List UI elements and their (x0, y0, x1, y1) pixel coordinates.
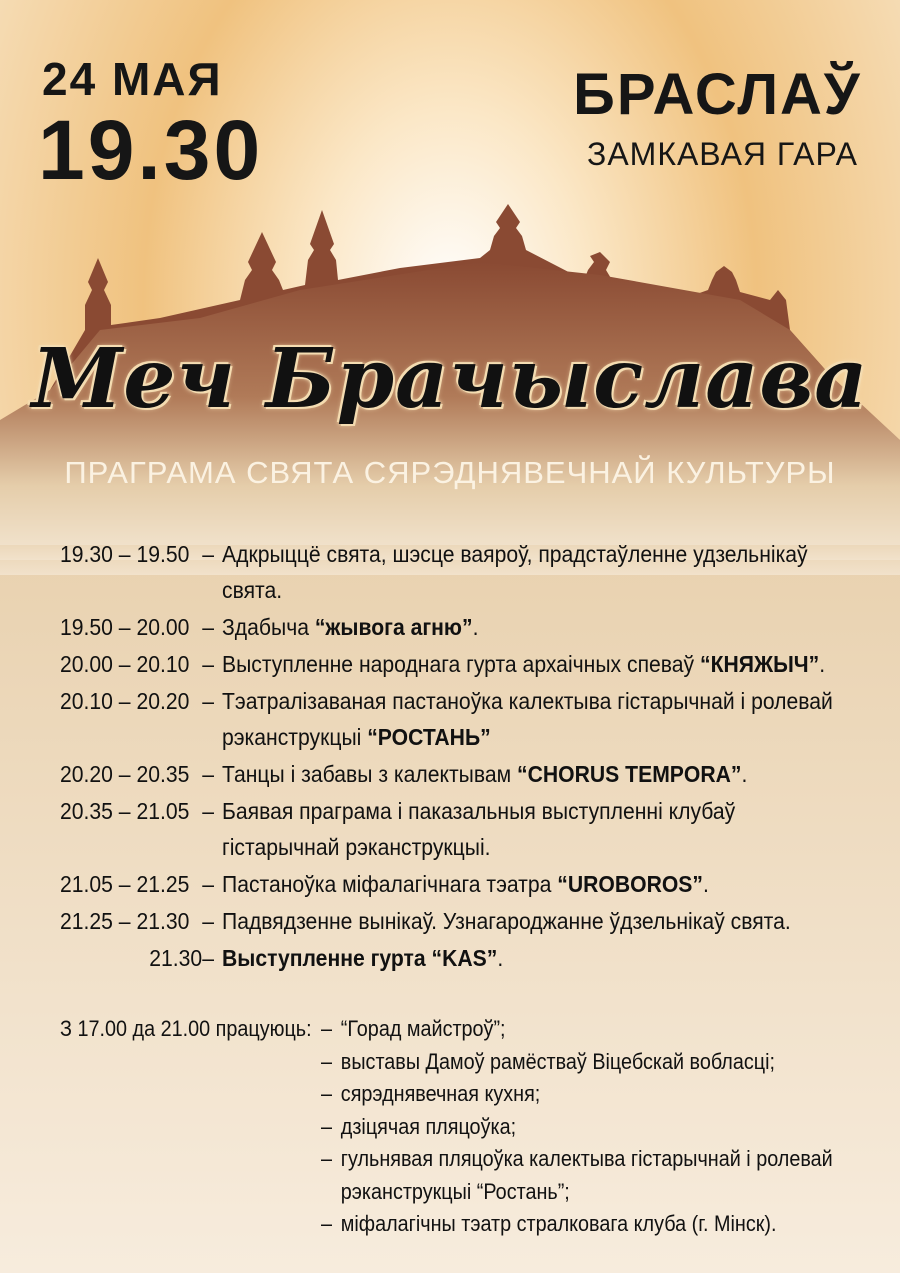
schedule-list (60, 536, 880, 977)
activity-dash: – (321, 1081, 333, 1106)
schedule-text: Адкрыццё свята, шэсце ваяроў, прадстаўленне удзельнікаў свята. (222, 541, 808, 603)
schedule-suffix: . (472, 614, 479, 640)
schedule-highlight: “КНЯЖЫЧ” (699, 651, 820, 677)
schedule-time: 19.30 – 19.50 (60, 541, 190, 567)
schedule-dash: – (202, 614, 214, 640)
schedule-row (60, 940, 870, 976)
schedule-time: 21.25 – 21.30 (60, 908, 190, 934)
schedule-highlight: Выступленне гурта “KAS” (222, 945, 498, 971)
schedule-dash: – (202, 798, 214, 824)
schedule-description (222, 756, 852, 792)
side-activities-list (60, 1013, 880, 1241)
schedule-description (222, 646, 852, 682)
activity-dash: – (321, 1146, 333, 1171)
schedule-description (222, 683, 852, 755)
schedule-row (60, 756, 870, 792)
schedule-row (60, 683, 870, 755)
schedule-text: Баявая праграма і паказальныя выступленні клубаў гістарычнай рэканструкцыі. (222, 798, 736, 860)
schedule-text: Тэатралізаваная пастаноўка калектыва гістарычнай і ролевай рэканструкцыі (222, 688, 833, 750)
schedule-description (222, 940, 852, 976)
schedule-dash: – (202, 908, 214, 934)
schedule-row (60, 793, 870, 865)
schedule-dash: – (202, 541, 214, 567)
schedule-row (60, 609, 870, 645)
schedule-description (222, 866, 852, 902)
schedule-time: 20.20 – 20.35 (60, 761, 190, 787)
activity-dash: – (321, 1016, 333, 1041)
activity-text: сярэднявечная кухня; (340, 1081, 541, 1106)
schedule-dash: – (202, 651, 214, 677)
schedule-dash: – (202, 688, 214, 714)
schedule-time: 20.00 – 20.10 (60, 651, 190, 677)
festival-title: Меч Брачыслава (31, 331, 869, 427)
event-time: 19.30 (38, 103, 264, 197)
activities-indent (60, 1208, 321, 1241)
activity-dash: – (321, 1048, 333, 1074)
schedule-highlight: “UROBOROS” (557, 871, 703, 897)
activity-item (60, 1208, 870, 1241)
schedule-time: 21.30 (149, 945, 203, 971)
schedule-time: 20.35 – 21.05 (60, 798, 190, 824)
activity-text: гульнявая пляцоўка калектыва гістарычнай і ролевай рэканструкцыі “Ростань”; (340, 1146, 833, 1204)
activities-indent (60, 1046, 321, 1079)
event-town: БРАСЛАЎ (573, 62, 862, 127)
activity-text: выставы Дамоў рамёстваў Віцебскай вобласці; (340, 1048, 776, 1074)
festival-subtitle: ПРАГРАМА СВЯТА СЯРЭДНЯВЕЧНАЙ КУЛЬТУРЫ (64, 455, 836, 490)
schedule-suffix: . (702, 871, 709, 897)
schedule-suffix: . (497, 945, 504, 971)
activities-lead: З 17.00 да 21.00 працуюць: (60, 1016, 312, 1041)
schedule-description (222, 536, 852, 608)
schedule-description (222, 793, 852, 865)
activity-item (60, 1111, 870, 1144)
schedule-description (222, 903, 852, 939)
schedule-highlight: “CHORUS TEMPORA” (517, 761, 742, 787)
event-place: ЗАМКАВАЯ ГАРА (586, 136, 858, 172)
activity-text: дзіцячая пляцоўка; (340, 1113, 517, 1139)
schedule-text: Танцы і забавы з калектывам (222, 761, 518, 787)
schedule-row (60, 536, 870, 608)
activity-item (60, 1143, 870, 1208)
schedule-time: 20.10 – 20.20 (60, 688, 190, 714)
schedule-row (60, 646, 870, 682)
activities-indent (60, 1078, 321, 1111)
schedule-dash: – (202, 761, 214, 787)
activity-text: міфалагічны тэатр стралковага клуба (г. Мінск). (340, 1211, 777, 1236)
schedule-text: Падвядзенне вынікаў. Узнагароджанне ўдзельнікаў свята. (222, 908, 791, 934)
schedule-time: 19.50 – 20.00 (60, 614, 190, 640)
schedule-highlight: “жывога агню” (314, 614, 473, 640)
activity-item (60, 1078, 870, 1111)
activities-indent (60, 1111, 321, 1144)
schedule-dash: – (202, 871, 214, 897)
schedule-text: Пастаноўка міфалагічнага тэатра (222, 871, 558, 897)
schedule-time: 21.05 – 21.25 (60, 871, 190, 897)
schedule-suffix: . (741, 761, 748, 787)
schedule-text: Здабыча (222, 614, 315, 640)
schedule-row (60, 866, 870, 902)
activity-dash: – (321, 1113, 333, 1139)
activities-indent (60, 1143, 321, 1208)
activity-item (60, 1013, 870, 1046)
schedule-text: Выступленне народнага гурта архаічных спеваў (222, 651, 700, 677)
activity-text: “Горад майстроў”; (340, 1016, 506, 1041)
schedule-dash: – (202, 945, 214, 971)
schedule-row (60, 903, 870, 939)
event-date: 24 МАЯ (42, 53, 223, 105)
schedule-suffix: . (819, 651, 826, 677)
activity-dash: – (321, 1211, 333, 1236)
schedule-highlight: “РОСТАНЬ” (367, 724, 491, 750)
activity-item (60, 1046, 870, 1079)
schedule-description (222, 609, 852, 645)
